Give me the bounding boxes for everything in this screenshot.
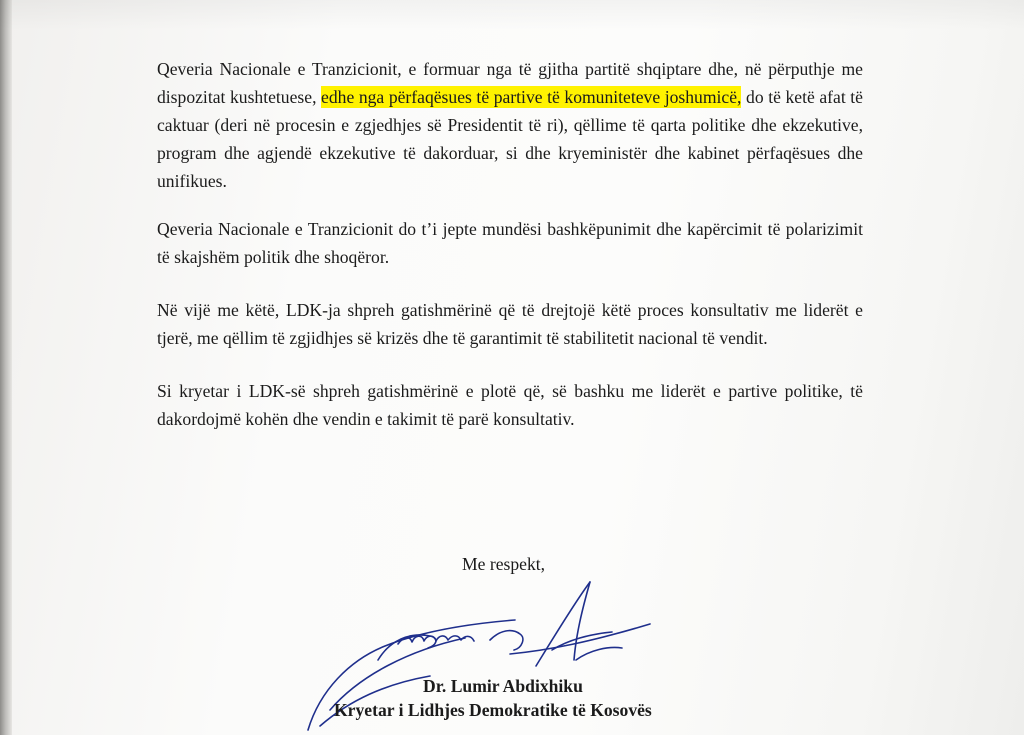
- letter-paragraph-2: Qeveria Nacionale e Tranzicionit do t’i jepte mundësi bashkëpunimit dhe kapërcimit të polarizimit të skajshëm politik dhe shoqëror.: [157, 219, 863, 267]
- paper-top-shadow: [0, 0, 1024, 30]
- signer-title: Kryetar i Lidhjes Demokratike të Kosovës: [334, 700, 652, 720]
- letter-paragraph-3: Në vijë me këtë, LDK-ja shpreh gatishmërinë që të drejtojë këtë proces konsultativ me liderët e tjerë, me qëllim të zgjidhjes së krizës dhe të garantimit të stabilitetit nacional të vendit.: [157, 300, 863, 348]
- paragraph-1-text-before: Qeveria Nacionale e Tranzicionit, e formuar nga të gjitha partitë shqiptare dhe, në përputhje me dispozitat kushtetuese,: [157, 59, 863, 107]
- letter-paragraph-4: Si kryetar i LDK-së shpreh gatishmërinë e plotë që, së bashku me liderët e partive politike, të dakordojmë kohën dhe vendin e takimit të parë konsultativ.: [157, 381, 863, 429]
- paragraph-1-text-after: do të ketë afat të caktuar (deri në procesin e zgjedhjes së Presidentit të ri), qëllime të qarta politike dhe ekzekutive, program dhe agjendë ekzekutive të dakorduar, si dhe kryeministër dhe kabinet përfaqësues dhe unifikues.: [157, 87, 863, 191]
- highlighted-text: edhe nga përfaqësues të partive të komuniteteve joshumicë,: [321, 87, 742, 107]
- closing-salutation: Me respekt,: [462, 554, 546, 574]
- signer-name: Dr. Lumir Abdixhiku: [423, 676, 583, 696]
- paper-edge-shadow: [0, 0, 12, 735]
- letter-paragraph-1: [157, 55, 863, 195]
